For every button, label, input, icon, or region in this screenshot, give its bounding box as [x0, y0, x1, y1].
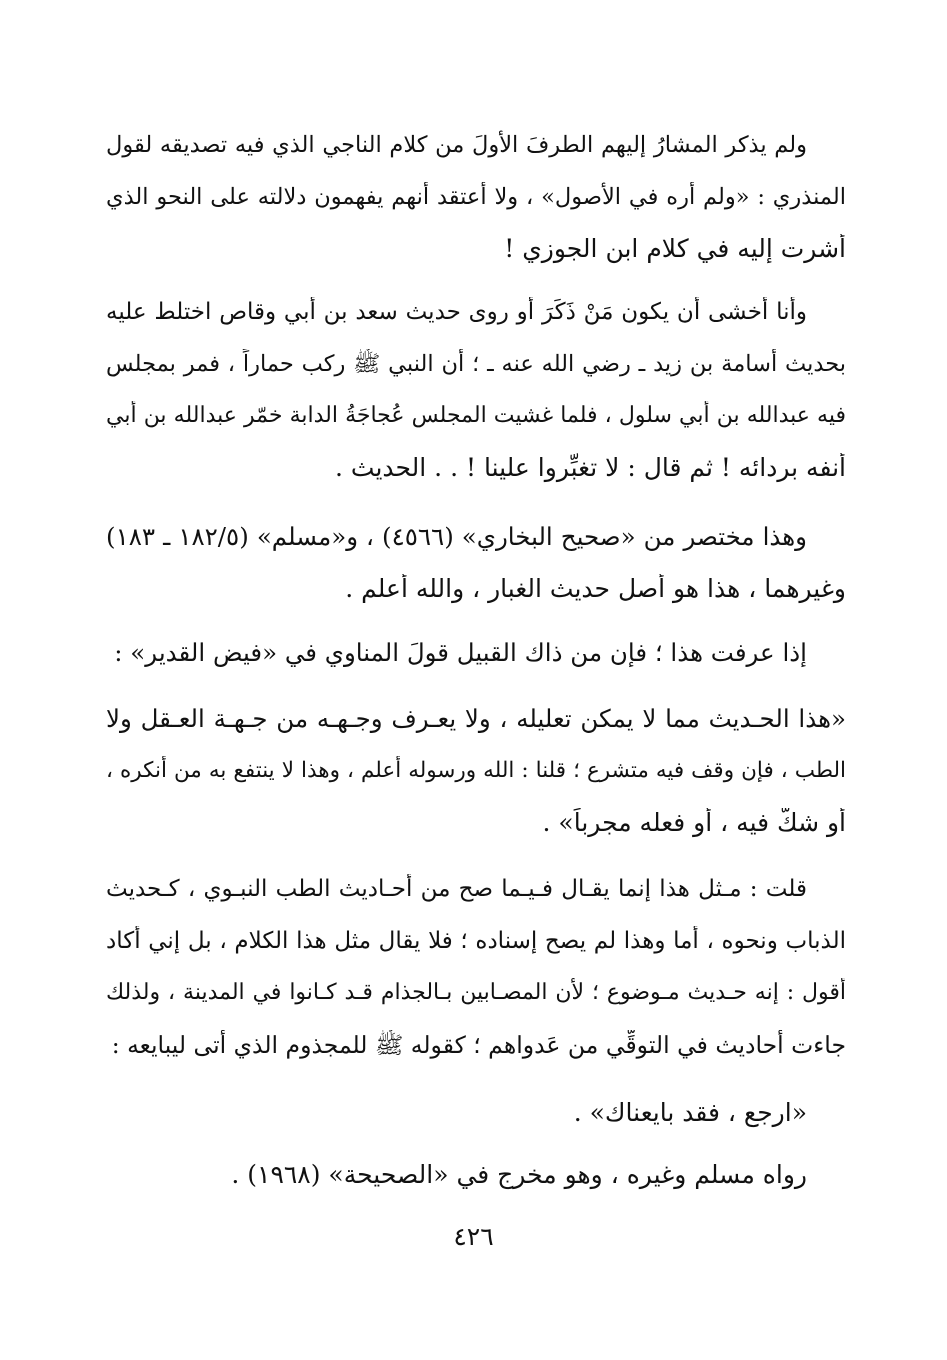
text-line: قلت : مـثل هذا إنما يقـال فـيـما صح من أحـاديث الطب النبـوي ، كـحديث [106, 876, 807, 902]
text-line: وغيرهما ، هذا هو أصل حديث الغبار ، والله أعلم . [345, 574, 846, 603]
quote-line: أو شكّ فيه ، أو فعله مجرباً» . [542, 808, 846, 837]
text-line: أشرت إليه في كلام ابن الجوزي ! [504, 234, 846, 263]
text-line: ولم يذكر المشارُ إليهم الطرفَ الأولَ من كلام الناجي الذي فيه تصديقه لقول [106, 132, 807, 158]
quote-line: «ارجع ، فقد بايعناك» . [573, 1098, 807, 1127]
text-line: أنفه بردائه ! ثم قال : لا تغبِّروا علينا ! . . الحديث . [335, 453, 846, 482]
text-line: بحديث أسامة بن زيد ـ رضي الله عنه ـ ؛ أن النبي ﷺ ركب حماراً ، فمر بمجلس [106, 351, 846, 377]
text-line: إذا عرفت هذا ؛ فإن من ذاك القبيل قولَ المناوي في «فيض القدير» : [114, 638, 807, 667]
text-line: فيه عبدالله بن أبي سلول ، فلما غشيت المجلس عُجاجَةُ الدابة خمّر عبدالله بن أبي [106, 403, 846, 428]
text-line: رواه مسلم وغيره ، وهو مخرج في «الصحيحة» (١٩٦٨) . [231, 1160, 807, 1189]
text-line: وأنا أخشى أن يكون مَنْ ذَكَرَ أو روى حديث سعد بن أبي وقاص اختلط عليه [106, 299, 807, 325]
page-number: ٤٢٦ [453, 1222, 494, 1251]
text-line: الذباب ونحوه ، أما وهذا لم يصح إسناده ؛ فلا يقال مثل هذا الكلام ، بل إني أكاد [106, 928, 846, 954]
quote-line: «هذا الحـديث مما لا يمكن تعليله ، ولا يعـرف وجـهـه من جـهـة العـقل ولا [106, 704, 846, 733]
text-line: جاءت أحاديث في التوقِّي من عَدواهم ؛ كقوله ﷺ للمجذوم الذي أتى ليبايعه : [111, 1031, 846, 1059]
text-line: وهذا مختصر من «صحيح البخاري» (٤٥٦٦) ، و«مسلم» (١٨٢/٥ ـ ١٨٣) [106, 522, 807, 551]
quote-line: الطب ، فإن وقف فيه متشرع ؛ قلنا : الله ورسوله أعلم ، وهذا لا ينتفع به من أنكره ، [106, 758, 846, 783]
text-line: أقول : إنه حـديث مـوضوع ؛ لأن المصـابين بـالجذام قـد كـانوا في المدينة ، ولذلك [106, 980, 846, 1005]
text-line: المنذري : «ولم أره في الأصول» ، ولا أعتقد أنهم يفهمون دلالته على النحو الذي [106, 184, 846, 210]
